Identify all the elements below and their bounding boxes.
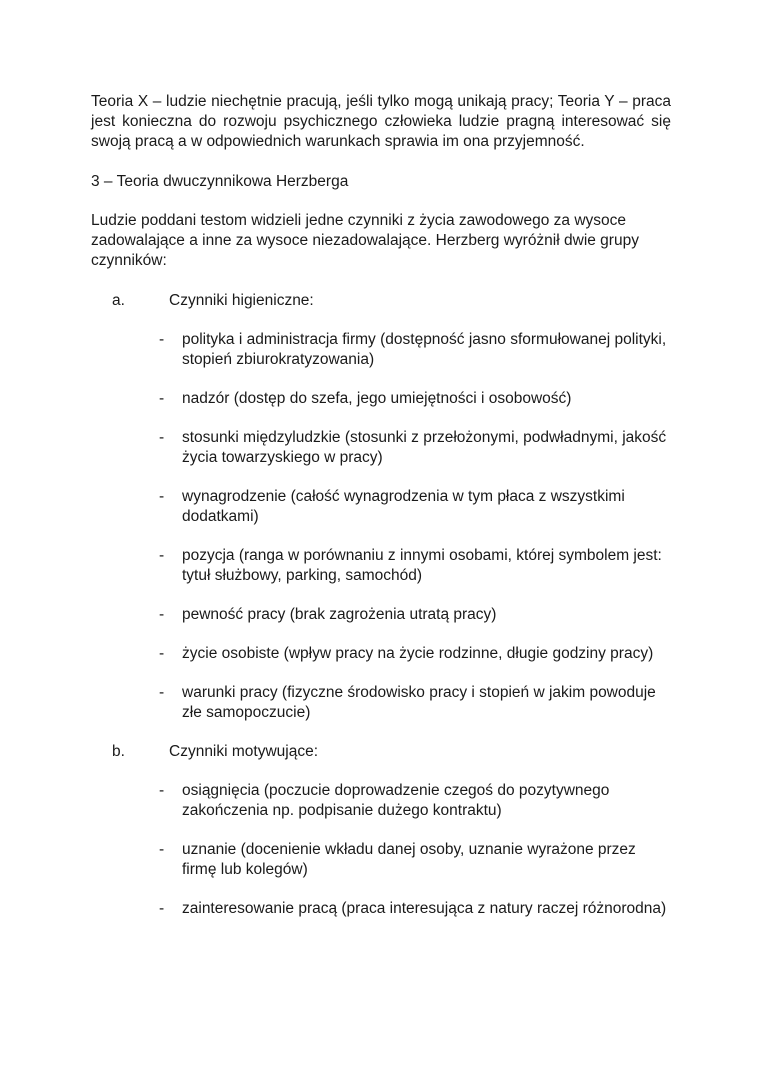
intro-paragraph: Teoria X – ludzie niechętnie pracują, jeśli tylko mogą unikają pracy; Teoria Y – praca jest konieczna do rozwoju psychicznego człowieka ludzie pragną interesować się swoją pracą a w odpowiednich warunkach sprawia im ona przyjemność.: [91, 93, 671, 150]
list-dash: -: [159, 488, 165, 505]
list-dash: -: [159, 684, 165, 701]
section-heading: 3 – Teoria dwuczynnikowa Herzberga: [91, 173, 349, 190]
list-dash: -: [159, 429, 165, 446]
list-item: [91, 487, 671, 527]
list-item-text: osiągnięcia (poczucie doprowadzenie czegoś do pozytywnego zakończenia np. podpisanie dużego kontraktu): [182, 782, 610, 819]
list-item-text: zainteresowanie pracą (praca interesująca z natury raczej różnorodna): [182, 900, 667, 917]
list-item: [91, 330, 671, 370]
hygiene-factors-list: [91, 330, 671, 723]
list-dash: -: [159, 841, 165, 858]
list-item: [91, 605, 671, 625]
list-item: [91, 389, 671, 409]
list-item-text: polityka i administracja firmy (dostępność jasno sformułowanej polityki, stopień zbiurokratyzowania): [182, 331, 667, 368]
list-item: [91, 644, 671, 664]
group-a-marker: a.: [112, 292, 125, 309]
list-item: [91, 546, 671, 586]
group-a-header: [91, 291, 671, 311]
list-item: [91, 840, 671, 880]
list-item: [91, 781, 671, 821]
list-item: [91, 428, 671, 468]
list-dash: -: [159, 645, 165, 662]
list-dash: -: [159, 390, 165, 407]
list-item-text: pewność pracy (brak zagrożenia utratą pracy): [182, 606, 497, 623]
list-item-text: życie osobiste (wpływ pracy na życie rodzinne, długie godziny pracy): [182, 645, 654, 662]
list-dash: -: [159, 331, 165, 348]
list-item-text: stosunki międzyludzkie (stosunki z przełożonymi, podwładnymi, jakość życia towarzyskiego w pracy): [182, 429, 667, 466]
body-paragraph: Ludzie poddani testom widzieli jedne czynniki z życia zawodowego za wysoce zadowalające a inne za wysoce niezadowalające. Herzberg wyróżnił dwie grupy czynników:: [91, 212, 639, 269]
list-item-text: uznanie (docenienie wkładu danej osoby, uznanie wyrażone przez firmę lub kolegów): [182, 841, 636, 878]
group-a-label: Czynniki higieniczne:: [169, 292, 314, 309]
list-dash: -: [159, 547, 165, 564]
list-item-text: pozycja (ranga w porównaniu z innymi osobami, której symbolem jest: tytuł służbowy, parking, samochód): [182, 547, 662, 584]
list-item-text: warunki pracy (fizyczne środowisko pracy i stopień w jakim powoduje złe samopoczucie): [182, 684, 656, 721]
document-page: [91, 92, 671, 938]
group-b-header: [91, 742, 671, 762]
list-item: [91, 683, 671, 723]
list-dash: -: [159, 900, 165, 917]
list-dash: -: [159, 782, 165, 799]
group-b-marker: b.: [112, 743, 125, 760]
group-b-label: Czynniki motywujące:: [169, 743, 319, 760]
list-dash: -: [159, 606, 165, 623]
list-item-text: wynagrodzenie (całość wynagrodzenia w tym płaca z wszystkimi dodatkami): [182, 488, 625, 525]
motivating-factors-list: [91, 781, 671, 919]
list-item-text: nadzór (dostęp do szefa, jego umiejętności i osobowość): [182, 390, 572, 407]
list-item: [91, 899, 671, 919]
